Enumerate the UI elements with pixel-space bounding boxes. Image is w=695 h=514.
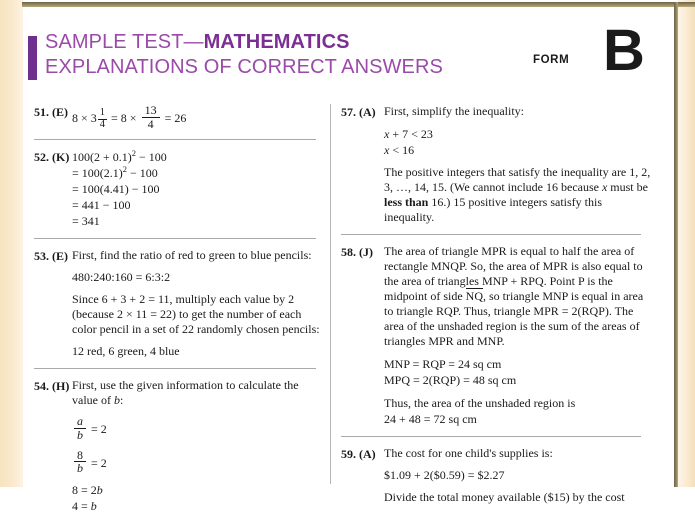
math-line: = 441 − 100 xyxy=(72,198,131,213)
mixed-fraction: $\frac{1}{4}$ xyxy=(99,106,106,130)
entry-number-59: 59. (A) xyxy=(341,447,376,461)
segment-notation: NQ xyxy=(465,289,484,303)
page-title-plain: SAMPLE TEST— xyxy=(45,31,204,53)
entry-choice-59: (A) xyxy=(359,447,376,461)
paragraph: First, find the ratio of red to green to blue pencils: xyxy=(72,248,312,263)
exponent: 2 xyxy=(122,164,128,175)
masthead xyxy=(23,18,673,92)
entry-body-53 xyxy=(72,248,320,359)
entry-number-53: 53. (E) xyxy=(34,249,68,264)
math-line: 8 = 2b xyxy=(72,482,103,497)
entry-choice-58: (J) xyxy=(359,245,373,259)
fraction: $\frac{a}{b}$ xyxy=(74,415,86,441)
entry-number-52: 52. (K) xyxy=(34,150,70,165)
explanation-entry-57 xyxy=(341,104,655,225)
entry-body-52 xyxy=(72,149,320,229)
page-title xyxy=(45,30,443,55)
math-line: MNP = RQP = 24 sq cm xyxy=(384,357,502,371)
page-subtitle: EXPLANATIONS OF CORRECT ANSWERS xyxy=(45,56,443,78)
math-line: = 341 xyxy=(72,214,100,229)
page-title-subject: MATHEMATICS xyxy=(203,31,350,53)
math-line: = $100(2.1)^2 - 100$ xyxy=(72,164,158,181)
entry-number-54: 54. (H) xyxy=(34,379,70,394)
column-divider xyxy=(330,104,331,484)
form-label: FORM xyxy=(533,54,570,66)
variable: b xyxy=(96,482,103,497)
entry-choice-54: (H) xyxy=(52,379,70,394)
math-line: $\frac{8}{b}$ = 2 xyxy=(72,449,320,475)
math-line: 4 = b xyxy=(72,498,97,513)
entry-divider xyxy=(34,368,316,369)
paragraph-clipped: Divide the total money available ($15) by the cost xyxy=(384,490,625,504)
fraction: $\frac{13}{4}$ xyxy=(142,104,160,130)
paragraph: First, use the given information to calculate the value of b: xyxy=(72,378,299,408)
paragraph: First, simplify the inequality: xyxy=(384,104,524,118)
explanation-entry-59 xyxy=(341,446,655,505)
content-columns xyxy=(0,103,695,513)
entry-choice-51: (E) xyxy=(52,105,68,119)
math-line: 8 × 3 $\frac{1}{4}$ = 8 × $\frac{13}{4}$ = 26 xyxy=(72,103,187,131)
entry-number-51: 51. (E) xyxy=(34,105,68,119)
math-line: x + 7 < 23 xyxy=(384,127,433,141)
exponent: 2 xyxy=(131,148,137,159)
accent-bar xyxy=(28,36,37,80)
explanation-entry-51 xyxy=(34,104,320,130)
entry-divider xyxy=(34,139,316,140)
entry-choice-52: (K) xyxy=(52,150,70,165)
variable: x xyxy=(384,127,390,141)
entry-body-57 xyxy=(384,104,655,225)
math-line: MPQ = 2(RQP) = 48 sq cm xyxy=(384,373,517,387)
math-line: x < 16 xyxy=(384,143,415,157)
masthead-titles xyxy=(45,30,443,80)
paragraph: Since 6 + 3 + 2 = 11, multiply each value by 2 (because 2 × 11 = 22) to get the number of each color pencil in a set of 22 randomly chosen pencils: xyxy=(72,292,320,337)
explanation-entry-52 xyxy=(34,149,320,229)
math-line: 480:240:160 = 6:3:2 xyxy=(72,270,171,285)
entry-choice-57: (A) xyxy=(359,105,376,119)
right-column xyxy=(341,104,655,504)
page-border-top xyxy=(22,2,695,7)
emphasis: less than xyxy=(384,195,429,209)
entry-choice-53: (E) xyxy=(52,249,68,264)
left-column xyxy=(34,103,320,513)
entry-divider xyxy=(341,234,641,235)
variable: b xyxy=(90,498,97,513)
entry-body-51 xyxy=(72,104,320,130)
paragraph: The positive integers that satisfy the inequality are 1, 2, 3, …, 14, 15. (We cannot include 16 because x must be less than 16.) 15 positive integers satisfy this inequality. xyxy=(384,165,651,224)
math-line: $1.09 + 2($0.59) = $2.27 xyxy=(384,468,505,482)
entry-body-58 xyxy=(384,244,655,427)
entry-number-58: 58. (J) xyxy=(341,245,373,259)
explanation-entry-58 xyxy=(341,244,655,427)
entry-divider xyxy=(341,436,641,437)
math-line: = 100(4.41) − 100 xyxy=(72,182,160,197)
variable: x xyxy=(384,143,390,157)
math-line: 24 + 48 = 72 sq cm xyxy=(384,412,477,426)
explanation-entry-53 xyxy=(34,248,320,359)
entry-body-59 xyxy=(384,446,655,505)
fraction: $\frac{8}{b}$ xyxy=(74,449,86,475)
explanation-entry-54 xyxy=(34,378,320,513)
variable: b xyxy=(113,393,120,408)
entry-number-57: 57. (A) xyxy=(341,105,376,119)
math-line: $\frac{a}{b}$ = 2 xyxy=(72,415,320,441)
paragraph: The area of triangle MPR is equal to half the area of rectangle MNQP. So, the area of MPR is also equal to the area of triangles MNP + RPQ. Point P is the midpoint of side NQ, so triangle MNP is equal in area to triangle RQP. Thus, triangle MPR = 2(RQP). The area of the unshaded region is the sum of the areas of triangles MPR and MNP. xyxy=(384,244,644,348)
math-line: $100(2 + 0.1)^2 - 100$ xyxy=(72,148,167,165)
paragraph: Thus, the area of the unshaded region is xyxy=(384,396,576,410)
variable: x xyxy=(601,180,608,194)
entry-divider xyxy=(34,238,316,239)
entry-body-54 xyxy=(72,378,320,513)
form-letter: B xyxy=(603,18,645,83)
paragraph: The cost for one child's supplies is: xyxy=(384,446,553,460)
result-line: 12 red, 6 green, 4 blue xyxy=(72,344,180,359)
